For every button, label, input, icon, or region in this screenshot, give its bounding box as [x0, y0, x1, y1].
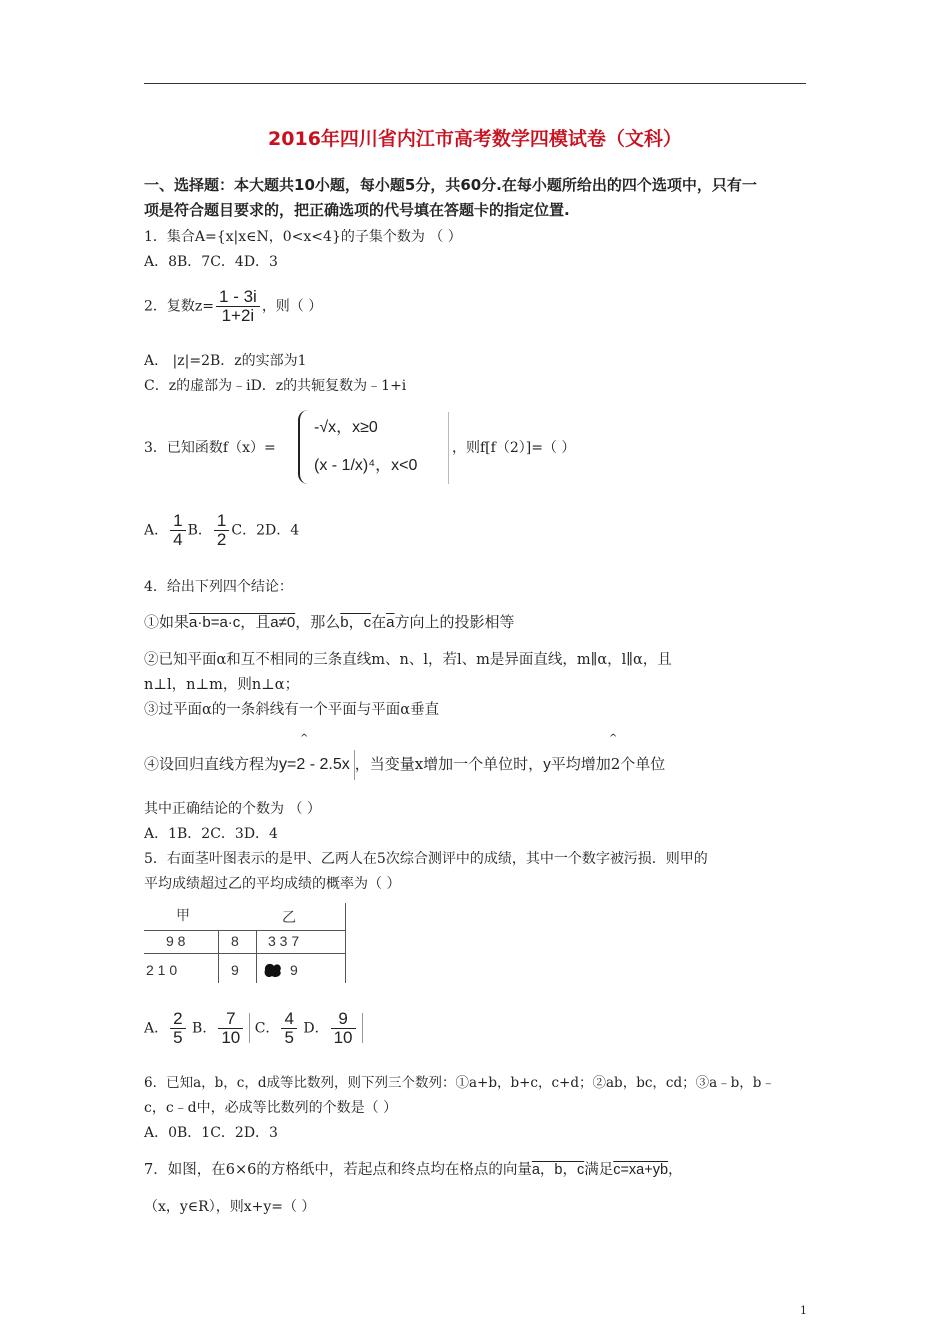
q7-line1: [144, 1161, 683, 1179]
stem-leaf-hline-mid: [144, 953, 346, 954]
q2-numerator: 1 - 3i: [216, 288, 260, 307]
q3-suffix: ，则f[f（2）]=（ ）: [452, 440, 576, 456]
page-number: 1: [800, 1304, 807, 1317]
q1-options: A．8B．7C．4D．3: [144, 254, 278, 270]
q5-optC-num: 4: [281, 1010, 296, 1029]
q4-s1-in: 在: [371, 613, 387, 631]
q4-s4-pre: ④设回归直线方程为: [144, 755, 280, 773]
q7-post: ，: [668, 1162, 683, 1178]
q1-stem: 1．集合A={x|x∈N，0<x<4}的子集个数为 （ ）: [144, 229, 462, 245]
q4-statement-4: [144, 750, 665, 780]
q4-s1-mid: ，那么: [295, 613, 341, 631]
q5-line1: 5．右面茎叶图表示的是甲、乙两人在5次综合测评中的成绩，其中一个数字被污损．则甲的: [144, 851, 708, 867]
q3-optCD: C．2D．4: [231, 522, 300, 539]
q7-formula: c=xa+yb: [613, 1162, 669, 1178]
q7-pre: 7．如图，在6×6的方格纸中，若起点和终点均在格点的向量: [144, 1162, 532, 1178]
q3-formula-edge: [448, 412, 449, 484]
q5-options: [144, 1010, 363, 1047]
q2-denominator: 1+2i: [221, 305, 255, 325]
q3-optB-label: B．: [187, 522, 212, 539]
q7-vectors: a，b，c: [531, 1162, 585, 1178]
q2-suffix: ，则（ ）: [261, 298, 323, 315]
q6-line2: c，c﹣d中，必成等比数列的个数是（ ）: [144, 1100, 398, 1116]
stem-leaf-vline-left: [218, 930, 219, 983]
q2-options-ab: A． |z|=2B．z的实部为1: [144, 353, 307, 369]
q5-optD-num: 9: [331, 1010, 356, 1029]
q4-s1-vec-a: $\overline{a}$: [386, 614, 395, 631]
stem-leaf-head-b: 乙: [282, 909, 296, 925]
q2-stem: [144, 288, 322, 325]
section-heading-line1: 一、选择题：本大题共10小题，每小题5分，共60分.在每小题所给出的四个选项中，只有一: [144, 176, 757, 194]
q4-statement-3: ③过平面α的一条斜线有一个平面与平面α垂直: [144, 702, 440, 718]
q4-s4-formula: y=2 - 2.5x: [279, 756, 350, 773]
stem-leaf-head-a: 甲: [176, 907, 190, 923]
stem-leaf-vline-right: [256, 930, 257, 983]
q5-optB-fraction: [218, 1010, 243, 1047]
stem-leaf-r1-right: 3 3 7: [268, 933, 300, 949]
q3-piece1: -√x，x≥0: [314, 419, 378, 436]
q5-optB-edge: [249, 1013, 250, 1043]
q3-optB-den: 2: [216, 529, 227, 549]
q3-optA-fraction: [170, 512, 185, 549]
q5-optB-num: 7: [218, 1010, 243, 1029]
page-title: 2016年四川省内江市高考数学四模试卷（文科）: [268, 128, 682, 150]
q2-fraction: [216, 288, 260, 325]
q3-piece2: (x - 1/x)⁴，x<0: [314, 457, 418, 474]
q4-options: A．1B．2C．3D．4: [144, 826, 278, 842]
stem-leaf-plot: [144, 903, 349, 983]
hat-mark-2: ^: [609, 733, 618, 744]
stem-leaf-r1-left: 9 8: [166, 933, 186, 949]
q2-prefix: 2．复数z=: [144, 298, 215, 315]
q5-optC-label: C．: [254, 1020, 280, 1037]
q5-optB-label: B．: [192, 1020, 217, 1037]
q5-line2: 平均成绩超过乙的平均成绩的概率为（ ）: [144, 876, 401, 892]
q3-options: [144, 512, 299, 549]
q5-optA-fraction: [170, 1010, 185, 1047]
q4-s1-post: 方向上的投影相等: [394, 613, 515, 631]
stem-leaf-r2-stem: 9: [231, 962, 239, 978]
q4-statement-2a: ②已知平面α和互不相同的三条直线m、n、l，若l、m是异面直线，m∥α，l∥α，且: [144, 652, 672, 668]
q5-optD-edge: [362, 1013, 363, 1043]
stem-leaf-r2-right: 9: [290, 962, 298, 978]
q5-optC-fraction: [281, 1010, 296, 1047]
q5-optC-den: 5: [284, 1027, 294, 1047]
q5-optD-label: D．: [303, 1020, 329, 1037]
section-heading-line2: 项是符合题目要求的，把正确选项的代号填在答题卡的指定位置.: [144, 201, 570, 219]
q3-optB-fraction: [214, 512, 229, 549]
hat-mark-1: ^: [300, 733, 309, 744]
q4-statement-2b: n⊥l，n⊥m，则n⊥α；: [144, 677, 300, 693]
stem-leaf-vline-edge: [345, 903, 346, 983]
q5-optA-den: 5: [173, 1027, 183, 1047]
q5-optB-den: 10: [221, 1027, 241, 1047]
ink-blot-icon: [262, 960, 284, 980]
stem-leaf-r1-stem: 8: [231, 933, 239, 949]
q4-s4-post: 平均增加2个单位: [550, 755, 666, 773]
q5-optA-label: A．: [144, 1020, 169, 1037]
q4-statement-1: [144, 613, 514, 632]
q6-options: A．0B．1C．2D．3: [144, 1125, 278, 1141]
stem-leaf-r2-left: 2 1 0: [146, 962, 178, 978]
q3-prefix: 3．已知函数f（x）=: [144, 440, 276, 456]
q5-optD-den: 10: [333, 1027, 353, 1047]
q4-s1-formula: a·b=a·c，且a≠0: [189, 614, 296, 631]
q4-stem: 4．给出下列四个结论：: [144, 579, 293, 595]
piecewise-brace: [298, 410, 314, 484]
q4-s1-pre: ①如果: [144, 613, 190, 631]
q3-optA-label: A．: [144, 522, 169, 539]
q7-line2: （x，y∈R），则x+y=（ ）: [144, 1199, 316, 1215]
q3-optA-den: 4: [173, 529, 183, 549]
header-rule: [144, 83, 806, 84]
q6-line1: 6．已知a，b，c，d成等比数列，则下列三个数列：①a+b，b+c，c+d；②ab，bc，cd；③a﹣b，b﹣: [144, 1075, 775, 1091]
stem-leaf-hline-top: [144, 930, 346, 931]
q3-optA-num: 1: [170, 512, 185, 531]
q2-options-cd: C．z的虚部为﹣iD．z的共轭复数为﹣1+i: [144, 378, 407, 394]
q5-optD-fraction: [331, 1010, 356, 1047]
q4-s4-mid: ，当变量x增加一个单位时，: [354, 755, 544, 773]
q7-mid: 满足: [584, 1162, 614, 1178]
q5-optA-num: 2: [170, 1010, 185, 1029]
q3-optB-num: 1: [214, 512, 229, 531]
q4-count: 其中正确结论的个数为 （ ）: [144, 801, 321, 817]
q4-s1-vectors: b，c: [340, 614, 372, 631]
q4-s4-y: y: [543, 756, 551, 773]
